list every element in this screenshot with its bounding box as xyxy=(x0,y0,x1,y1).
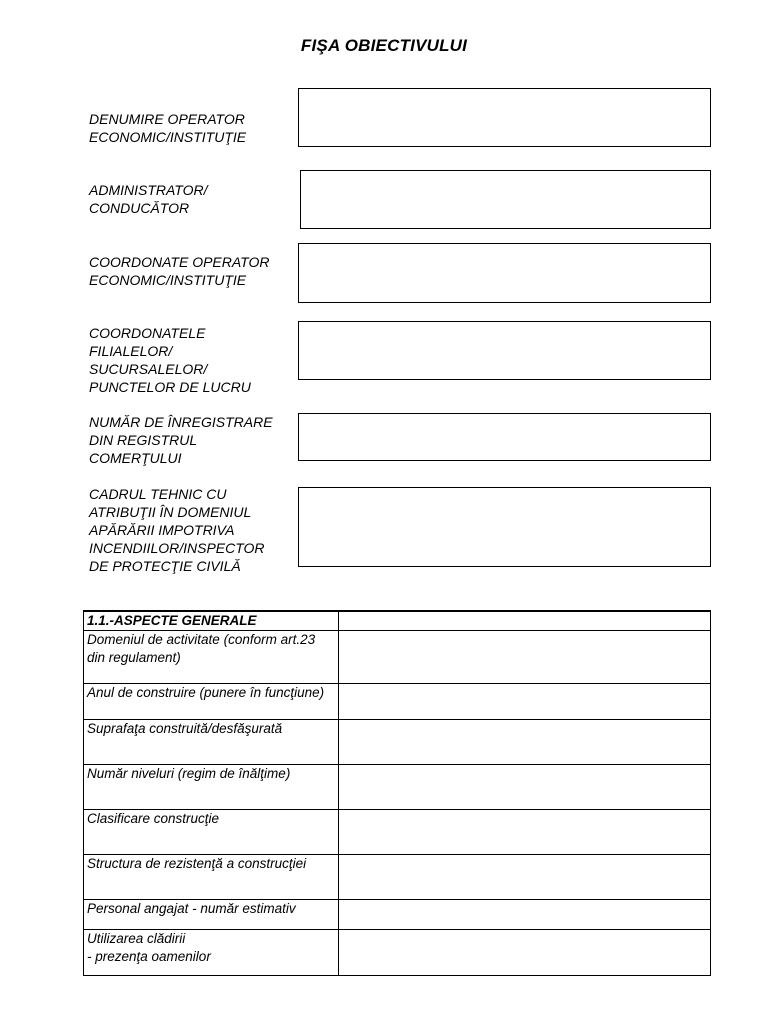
registration-number-label: NUMĂR DE ÎNREGISTRARE DIN REGISTRUL COMERŢULUI xyxy=(89,414,273,466)
levels-count-value[interactable] xyxy=(339,765,711,810)
table-row xyxy=(84,900,711,930)
operator-name-label: DENUMIRE OPERATOR ECONOMIC/INSTITUŢIE xyxy=(89,111,247,145)
table-header-row xyxy=(84,611,711,631)
table-row xyxy=(84,930,711,976)
staff-count-label: Personal angajat - număr estimativ xyxy=(84,900,339,930)
operator-name-field[interactable] xyxy=(298,88,711,147)
levels-count-label: Număr niveluri (regim de înălţime) xyxy=(84,765,339,810)
fire-inspector-field[interactable] xyxy=(298,487,711,567)
table-row xyxy=(84,684,711,720)
branches-coordinates-label: COORDONATELE FILIALELOR/ SUCURSALELOR/ PUNCTELOR DE LUCRU xyxy=(89,325,251,395)
general-aspects-heading-value xyxy=(339,611,711,631)
table-row xyxy=(84,765,711,810)
structure-label: Structura de rezistenţă a construcţiei xyxy=(84,855,339,900)
table-row xyxy=(84,810,711,855)
table-row xyxy=(84,720,711,765)
document-title: FIŞA OBIECTIVULUI xyxy=(300,36,468,55)
general-aspects-heading: 1.1.-ASPECTE GENERALE xyxy=(84,611,339,631)
built-area-value[interactable] xyxy=(339,720,711,765)
operator-coordinates-label: COORDONATE OPERATOR ECONOMIC/INSTITUŢIE xyxy=(89,254,270,288)
construction-year-label: Anul de construire (punere în funcţiune) xyxy=(84,684,339,720)
registration-number-field[interactable] xyxy=(298,413,711,461)
administrator-field[interactable] xyxy=(300,170,711,229)
building-use-value[interactable] xyxy=(339,930,711,976)
fire-inspector-label: CADRUL TEHNIC CU ATRIBUŢII ÎN DOMENIUL APĂRĂRII IMPOTRIVA INCENDIILOR/INSPECTOR DE PROTECŢIE CIVILĂ xyxy=(89,486,265,574)
structure-value[interactable] xyxy=(339,855,711,900)
general-aspects-table xyxy=(83,610,711,976)
activity-domain-label: Domeniul de activitate (conform art.23 din regulament) xyxy=(84,631,339,684)
built-area-label: Suprafaţa construită/desfăşurată xyxy=(84,720,339,765)
operator-coordinates-field[interactable] xyxy=(298,243,711,303)
table-row xyxy=(84,855,711,900)
branches-coordinates-field[interactable] xyxy=(298,321,711,380)
building-use-label: Utilizarea clădirii - prezenţa oamenilor xyxy=(84,930,339,976)
activity-domain-value[interactable] xyxy=(339,631,711,684)
construction-class-label: Clasificare construcţie xyxy=(84,810,339,855)
administrator-label: ADMINISTRATOR/ CONDUCĂTOR xyxy=(89,182,208,216)
construction-class-value[interactable] xyxy=(339,810,711,855)
construction-year-value[interactable] xyxy=(339,684,711,720)
table-row xyxy=(84,631,711,684)
staff-count-value[interactable] xyxy=(339,900,711,930)
